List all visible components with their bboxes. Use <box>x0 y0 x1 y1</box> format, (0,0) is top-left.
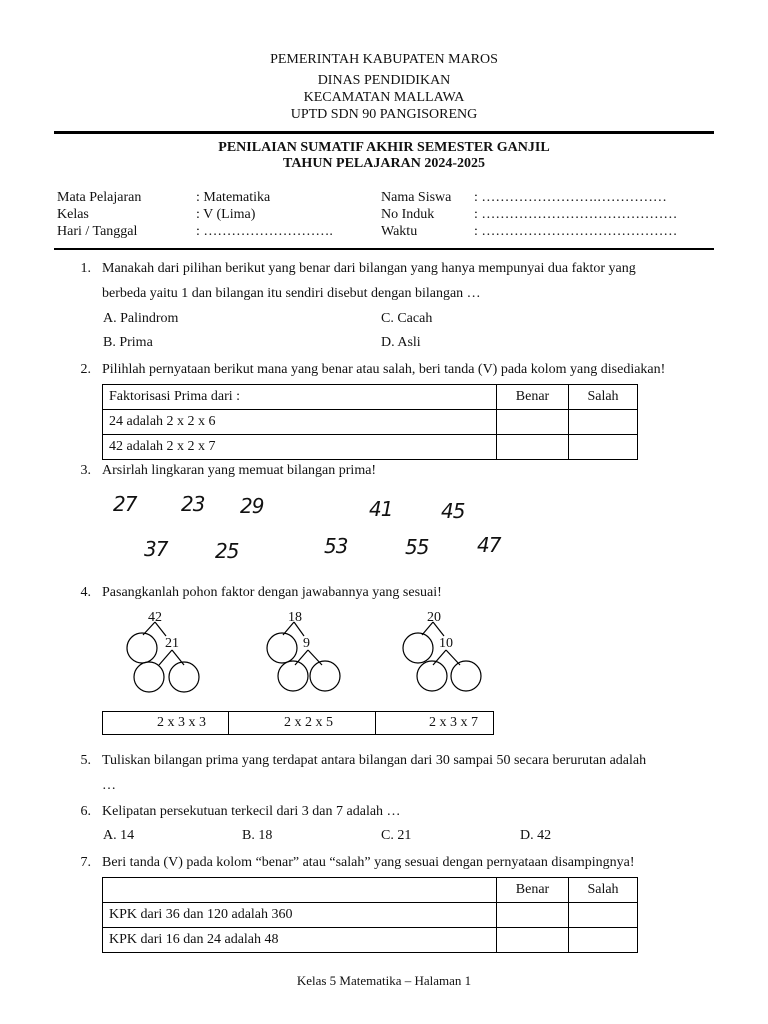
q5-text-line1: Tuliskan bilangan prima yang terdapat antara bilangan dari 30 sampai 50 secara berurutan adalah <box>102 753 647 768</box>
q3-number-circle[interactable]: 25 <box>215 539 239 563</box>
date-field[interactable]: : ………………………. <box>196 224 333 239</box>
q4-answer-option[interactable]: 2 x 2 x 5 <box>284 715 333 730</box>
q1-option-c[interactable]: C. Cacah <box>381 311 433 326</box>
q3-number-circle[interactable]: 23 <box>181 492 205 516</box>
time-label: Waktu <box>381 224 418 239</box>
q2-row-true-cell[interactable] <box>497 435 569 460</box>
q7-row-false-cell[interactable] <box>569 903 638 928</box>
q6-option-a[interactable]: A. 14 <box>103 828 135 843</box>
q2-row-false-cell[interactable] <box>569 435 638 460</box>
q4-answer-option[interactable]: 2 x 3 x 3 <box>157 715 206 730</box>
q1-option-a[interactable]: A. Palindrom <box>103 311 179 326</box>
agency-header: DINAS PENDIDIKAN <box>317 73 451 88</box>
tree-leaf-circle <box>169 662 199 692</box>
meta-divider <box>54 248 714 250</box>
q7-header-true: Benar <box>497 878 569 903</box>
q3-number-circle[interactable]: 45 <box>441 499 465 523</box>
q7-row-false-cell[interactable] <box>569 928 638 953</box>
q3-number-circle[interactable]: 55 <box>405 535 429 559</box>
q3-number-circle[interactable]: 37 <box>144 537 168 561</box>
q6-option-b[interactable]: B. 18 <box>242 828 273 843</box>
q7-table <box>102 877 638 953</box>
tree-leaf-circle <box>127 633 157 663</box>
q3-number-circle[interactable]: 47 <box>477 533 501 557</box>
tree-leaf-circle <box>403 633 433 663</box>
name-label: Nama Siswa <box>381 190 452 205</box>
tree-leaf-circle <box>267 633 297 663</box>
class-value: : V (Lima) <box>196 207 256 222</box>
q7-header-statement <box>103 878 497 903</box>
school-header: UPTD SDN 90 PANGISORENG <box>290 107 478 122</box>
tree-leaf-circle <box>417 661 447 691</box>
tree-leaf-circle <box>278 661 308 691</box>
tree-root-number: 20 <box>427 610 441 625</box>
q6-option-d[interactable]: D. 42 <box>520 828 552 843</box>
q2-header-true: Benar <box>497 385 569 410</box>
q3-number-circle[interactable]: 29 <box>240 494 264 518</box>
q3-number-circle[interactable]: 53 <box>324 534 348 558</box>
header-divider <box>54 131 714 134</box>
q2-row-false-cell[interactable] <box>569 410 638 435</box>
subject-value: : Matematika <box>196 190 271 205</box>
q2-header-statement: Faktorisasi Prima dari : <box>103 385 497 410</box>
time-field[interactable]: : …………………………………… <box>474 224 678 239</box>
q4-text: Pasangkanlah pohon faktor dengan jawabannya yang sesuai! <box>102 585 442 600</box>
q2-table <box>102 384 638 460</box>
gov-header: PEMERINTAH KABUPATEN MAROS <box>270 52 498 67</box>
q6-option-c[interactable]: C. 21 <box>381 828 412 843</box>
tree-leaf-circle <box>134 662 164 692</box>
factor-trees-drawing <box>0 600 768 700</box>
q1-option-b[interactable]: B. Prima <box>103 335 153 350</box>
tree-child-number: 21 <box>165 636 179 651</box>
academic-year: TAHUN PELAJARAN 2024-2025 <box>283 156 485 171</box>
answer-divider <box>375 712 376 734</box>
tree-child-number: 9 <box>303 636 310 651</box>
q3-text: Arsirlah lingkaran yang memuat bilangan prima! <box>102 463 377 478</box>
q7-row-statement: KPK dari 16 dan 24 adalah 48 <box>103 928 497 953</box>
q2-row-true-cell[interactable] <box>497 410 569 435</box>
tree-branch <box>308 650 322 665</box>
page-footer: Kelas 5 Matematika – Halaman 1 <box>296 973 472 988</box>
q2-header-false: Salah <box>569 385 638 410</box>
q7-header-false: Salah <box>569 878 638 903</box>
tree-leaf-circle <box>451 661 481 691</box>
q1-text-line1: Manakah dari pilihan berikut yang benar dari bilangan yang hanya mempunyai dua faktor yang <box>102 261 636 276</box>
q7-row-true-cell[interactable] <box>497 903 569 928</box>
subject-label: Mata Pelajaran <box>57 190 142 205</box>
tree-root-number: 42 <box>148 610 162 625</box>
q7-row-true-cell[interactable] <box>497 928 569 953</box>
q2-row-statement: 42 adalah 2 x 2 x 7 <box>103 435 497 460</box>
student-id-field[interactable]: : …………………………………… <box>474 207 678 222</box>
q3-number-circle[interactable]: 41 <box>369 497 393 521</box>
answer-divider <box>228 712 229 734</box>
q3-number-circle[interactable]: 27 <box>113 492 137 516</box>
q6-text: Kelipatan persekutuan terkecil dari 3 dan 7 adalah … <box>102 804 401 819</box>
exam-title: PENILAIAN SUMATIF AKHIR SEMESTER GANJIL <box>218 140 550 155</box>
q1-text-line2: berbeda yaitu 1 dan bilangan itu sendiri disebut dengan bilangan … <box>102 286 481 301</box>
district-header: KECAMATAN MALLAWA <box>303 90 465 105</box>
q2-row-statement: 24 adalah 2 x 2 x 6 <box>103 410 497 435</box>
tree-root-number: 18 <box>288 610 302 625</box>
q7-row-statement: KPK dari 36 dan 120 adalah 360 <box>103 903 497 928</box>
q2-text: Pilihlah pernyataan berikut mana yang benar atau salah, beri tanda (V) pada kolom yang disediakan! <box>102 362 666 377</box>
class-label: Kelas <box>57 207 89 222</box>
tree-child-number: 10 <box>439 636 453 651</box>
tree-leaf-circle <box>310 661 340 691</box>
q4-answer-option[interactable]: 2 x 3 x 7 <box>429 715 478 730</box>
q4-answer-strip <box>102 711 494 735</box>
name-field[interactable]: : …………………….…………… <box>474 190 667 205</box>
student-id-label: No Induk <box>381 207 435 222</box>
tree-branch <box>159 650 172 665</box>
q5-text-line2: … <box>102 778 116 793</box>
q7-text: Beri tanda (V) pada kolom “benar” atau “salah” yang sesuai dengan pernyataan disampingnya! <box>102 855 635 870</box>
date-label: Hari / Tanggal <box>57 224 138 239</box>
q1-option-d[interactable]: D. Asli <box>381 335 421 350</box>
